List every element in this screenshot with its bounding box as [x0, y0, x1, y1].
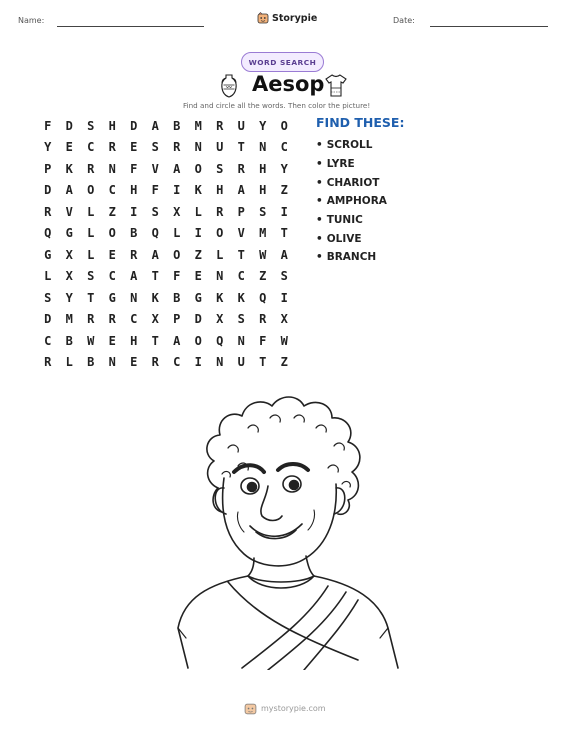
word-label: BRANCH: [326, 251, 377, 264]
grid-letter[interactable]: H: [130, 333, 138, 348]
grid-letter[interactable]: C: [237, 269, 245, 284]
grid-letter[interactable]: L: [87, 226, 95, 241]
grid-letter[interactable]: H: [259, 183, 267, 198]
grid-letter[interactable]: M: [259, 226, 267, 241]
word-list-item: [316, 211, 387, 230]
word-list-item: [316, 136, 387, 155]
tunic-icon: [325, 74, 347, 98]
grid-letter[interactable]: P: [44, 161, 52, 176]
aesop-coloring-picture[interactable]: [158, 388, 408, 670]
grid-letter[interactable]: T: [237, 247, 245, 262]
grid-row: [37, 352, 295, 374]
grid-letter[interactable]: W: [87, 333, 95, 348]
grid-letter[interactable]: Y: [280, 161, 288, 176]
word-list-item: [316, 248, 387, 267]
grid-letter[interactable]: O: [280, 118, 288, 133]
grid-letter[interactable]: X: [216, 312, 224, 327]
name-line[interactable]: [57, 26, 204, 27]
grid-letter[interactable]: L: [173, 226, 181, 241]
grid-letter[interactable]: U: [237, 118, 245, 133]
grid-letter[interactable]: D: [194, 312, 202, 327]
grid-letter[interactable]: N: [194, 140, 202, 155]
word-label: TUNIC: [326, 214, 363, 227]
grid-letter[interactable]: D: [44, 183, 52, 198]
grid-letter[interactable]: K: [237, 290, 245, 305]
grid-letter[interactable]: K: [65, 161, 73, 176]
grid-letter[interactable]: G: [44, 247, 52, 262]
grid-letter[interactable]: W: [259, 247, 267, 262]
grid-letter[interactable]: G: [108, 290, 116, 305]
grid-letter[interactable]: Q: [44, 226, 52, 241]
grid-letter[interactable]: F: [151, 183, 159, 198]
grid-letter[interactable]: L: [65, 355, 73, 370]
word-label: OLIVE: [326, 232, 362, 245]
date-label: Date:: [393, 16, 415, 25]
bullet-icon: •: [316, 158, 323, 171]
grid-row: [37, 201, 295, 223]
grid-letter[interactable]: P: [237, 204, 245, 219]
grid-letter[interactable]: R: [87, 312, 95, 327]
grid-letter[interactable]: Q: [216, 333, 224, 348]
brand-name: Storypie: [272, 12, 318, 24]
grid-letter[interactable]: Y: [65, 290, 73, 305]
grid-letter[interactable]: T: [151, 333, 159, 348]
grid-letter[interactable]: S: [280, 269, 288, 284]
grid-letter[interactable]: L: [87, 204, 95, 219]
grid-letter[interactable]: Y: [44, 140, 52, 155]
grid-letter[interactable]: A: [151, 118, 159, 133]
grid-letter[interactable]: U: [216, 140, 224, 155]
grid-row: [37, 309, 295, 331]
grid-letter[interactable]: B: [173, 118, 181, 133]
grid-letter[interactable]: R: [216, 118, 224, 133]
grid-letter[interactable]: E: [194, 269, 202, 284]
grid-letter[interactable]: R: [108, 312, 116, 327]
grid-letter[interactable]: A: [280, 247, 288, 262]
grid-letter[interactable]: T: [151, 269, 159, 284]
grid-letter[interactable]: S: [87, 269, 95, 284]
grid-letter[interactable]: N: [216, 355, 224, 370]
grid-letter[interactable]: X: [151, 312, 159, 327]
grid-letter[interactable]: I: [130, 204, 138, 219]
grid-letter[interactable]: K: [151, 290, 159, 305]
footer: [244, 702, 326, 715]
grid-letter[interactable]: Q: [259, 290, 267, 305]
bullet-icon: •: [316, 232, 323, 245]
word-label: AMPHORA: [326, 195, 387, 208]
grid-letter[interactable]: R: [259, 312, 267, 327]
grid-letter[interactable]: B: [173, 290, 181, 305]
grid-letter[interactable]: L: [87, 247, 95, 262]
grid-letter[interactable]: T: [259, 355, 267, 370]
grid-row: [37, 137, 295, 159]
grid-letter[interactable]: G: [194, 290, 202, 305]
grid-letter[interactable]: C: [130, 312, 138, 327]
grid-letter[interactable]: M: [194, 118, 202, 133]
grid-letter[interactable]: Q: [151, 226, 159, 241]
grid-letter[interactable]: B: [65, 333, 73, 348]
grid-letter[interactable]: W: [280, 333, 288, 348]
grid-letter[interactable]: E: [130, 355, 138, 370]
grid-letter[interactable]: L: [44, 269, 52, 284]
instructions: Find and circle all the words. Then color the picture!: [183, 101, 371, 110]
grid-letter[interactable]: X: [280, 312, 288, 327]
grid-letter[interactable]: N: [237, 333, 245, 348]
grid-letter[interactable]: X: [65, 247, 73, 262]
grid-row: [37, 115, 295, 137]
title-row: [0, 72, 566, 100]
grid-letter[interactable]: V: [237, 226, 245, 241]
grid-row: [37, 287, 295, 309]
grid-letter[interactable]: N: [108, 355, 116, 370]
grid-letter[interactable]: D: [44, 312, 52, 327]
bullet-icon: •: [316, 251, 323, 264]
grid-letter[interactable]: H: [259, 161, 267, 176]
grid-letter[interactable]: Y: [259, 118, 267, 133]
grid-letter[interactable]: C: [108, 269, 116, 284]
bullet-icon: •: [316, 176, 323, 189]
grid-letter[interactable]: C: [87, 140, 95, 155]
grid-letter[interactable]: V: [151, 161, 159, 176]
grid-letter[interactable]: R: [151, 355, 159, 370]
grid-letter[interactable]: L: [216, 247, 224, 262]
grid-letter[interactable]: O: [216, 226, 224, 241]
bullet-icon: •: [316, 195, 323, 208]
grid-letter[interactable]: F: [130, 161, 138, 176]
page-title: Aesop: [252, 72, 325, 96]
grid-letter[interactable]: N: [216, 269, 224, 284]
grid-letter[interactable]: I: [173, 183, 181, 198]
grid-letter[interactable]: I: [280, 204, 288, 219]
grid-letter[interactable]: A: [130, 269, 138, 284]
grid-letter[interactable]: P: [173, 312, 181, 327]
word-search-grid[interactable]: [37, 115, 295, 373]
grid-letter[interactable]: X: [65, 269, 73, 284]
grid-letter[interactable]: E: [108, 247, 116, 262]
grid-letter[interactable]: E: [130, 140, 138, 155]
grid-letter[interactable]: C: [173, 355, 181, 370]
grid-letter[interactable]: Z: [280, 355, 288, 370]
footer-url[interactable]: mystorypie.com: [261, 704, 326, 713]
grid-letter[interactable]: M: [65, 312, 73, 327]
grid-letter[interactable]: R: [173, 140, 181, 155]
word-label: CHARIOT: [326, 176, 380, 189]
grid-letter[interactable]: O: [194, 333, 202, 348]
grid-letter[interactable]: O: [173, 247, 181, 262]
grid-letter[interactable]: T: [237, 140, 245, 155]
grid-letter[interactable]: D: [130, 118, 138, 133]
grid-letter[interactable]: A: [173, 161, 181, 176]
grid-letter[interactable]: R: [237, 161, 245, 176]
grid-row: [37, 180, 295, 202]
brand-logo: [257, 12, 317, 24]
grid-letter[interactable]: O: [108, 226, 116, 241]
grid-letter[interactable]: B: [130, 226, 138, 241]
grid-letter[interactable]: L: [194, 204, 202, 219]
grid-letter[interactable]: H: [108, 118, 116, 133]
grid-letter[interactable]: A: [151, 247, 159, 262]
grid-letter[interactable]: K: [194, 183, 202, 198]
grid-letter[interactable]: I: [194, 355, 202, 370]
grid-letter[interactable]: R: [216, 204, 224, 219]
grid-letter[interactable]: E: [65, 140, 73, 155]
grid-letter[interactable]: R: [130, 247, 138, 262]
word-list-item: [316, 192, 387, 211]
grid-row: [37, 330, 295, 352]
amphora-icon: [219, 74, 239, 98]
date-line[interactable]: [430, 26, 548, 27]
grid-letter[interactable]: S: [44, 290, 52, 305]
grid-letter[interactable]: G: [65, 226, 73, 241]
grid-letter[interactable]: C: [44, 333, 52, 348]
grid-letter[interactable]: N: [259, 140, 267, 155]
bullet-icon: •: [316, 139, 323, 152]
storypie-footer-icon: [244, 702, 257, 715]
grid-row: [37, 244, 295, 266]
grid-letter[interactable]: D: [65, 118, 73, 133]
grid-letter[interactable]: R: [44, 355, 52, 370]
grid-letter[interactable]: K: [216, 290, 224, 305]
grid-letter[interactable]: Z: [194, 247, 202, 262]
grid-letter[interactable]: A: [173, 333, 181, 348]
grid-letter[interactable]: C: [108, 183, 116, 198]
grid-letter[interactable]: S: [216, 161, 224, 176]
grid-letter[interactable]: S: [151, 204, 159, 219]
word-list: [316, 136, 387, 267]
name-label: Name:: [18, 16, 45, 25]
grid-letter[interactable]: O: [87, 183, 95, 198]
grid-letter[interactable]: U: [237, 355, 245, 370]
bullet-icon: •: [316, 214, 323, 227]
grid-letter[interactable]: F: [173, 269, 181, 284]
grid-letter[interactable]: O: [194, 161, 202, 176]
grid-row: [37, 266, 295, 288]
grid-letter[interactable]: Z: [280, 183, 288, 198]
grid-letter[interactable]: I: [194, 226, 202, 241]
grid-row: [37, 223, 295, 245]
grid-letter[interactable]: V: [65, 204, 73, 219]
grid-letter[interactable]: B: [87, 355, 95, 370]
header: [0, 12, 566, 32]
word-list-item: [316, 155, 387, 174]
grid-letter[interactable]: H: [216, 183, 224, 198]
badge-label: WORD SEARCH: [248, 57, 317, 67]
grid-letter[interactable]: Z: [259, 269, 267, 284]
grid-letter[interactable]: F: [44, 118, 52, 133]
grid-letter[interactable]: A: [65, 183, 73, 198]
grid-letter[interactable]: S: [151, 140, 159, 155]
word-list-item: [316, 229, 387, 248]
word-label: SCROLL: [326, 139, 373, 152]
grid-letter[interactable]: I: [280, 290, 288, 305]
word-list-item: [316, 173, 387, 192]
grid-letter[interactable]: F: [259, 333, 267, 348]
grid-letter[interactable]: C: [280, 140, 288, 155]
grid-letter[interactable]: S: [237, 312, 245, 327]
find-these-title: FIND THESE:: [316, 115, 405, 130]
grid-letter[interactable]: H: [130, 183, 138, 198]
grid-letter[interactable]: Z: [108, 204, 116, 219]
word-label: LYRE: [326, 158, 355, 171]
grid-letter[interactable]: S: [87, 118, 95, 133]
grid-letter[interactable]: R: [44, 204, 52, 219]
grid-letter[interactable]: E: [108, 333, 116, 348]
grid-letter[interactable]: T: [87, 290, 95, 305]
grid-letter[interactable]: N: [108, 161, 116, 176]
grid-letter[interactable]: S: [259, 204, 267, 219]
grid-letter[interactable]: N: [130, 290, 138, 305]
grid-letter[interactable]: X: [173, 204, 181, 219]
grid-letter[interactable]: A: [237, 183, 245, 198]
storypie-logo-icon: [257, 12, 269, 24]
grid-row: [37, 158, 295, 180]
word-search-badge: [241, 52, 324, 72]
grid-letter[interactable]: R: [87, 161, 95, 176]
grid-letter[interactable]: R: [108, 140, 116, 155]
grid-letter[interactable]: T: [280, 226, 288, 241]
